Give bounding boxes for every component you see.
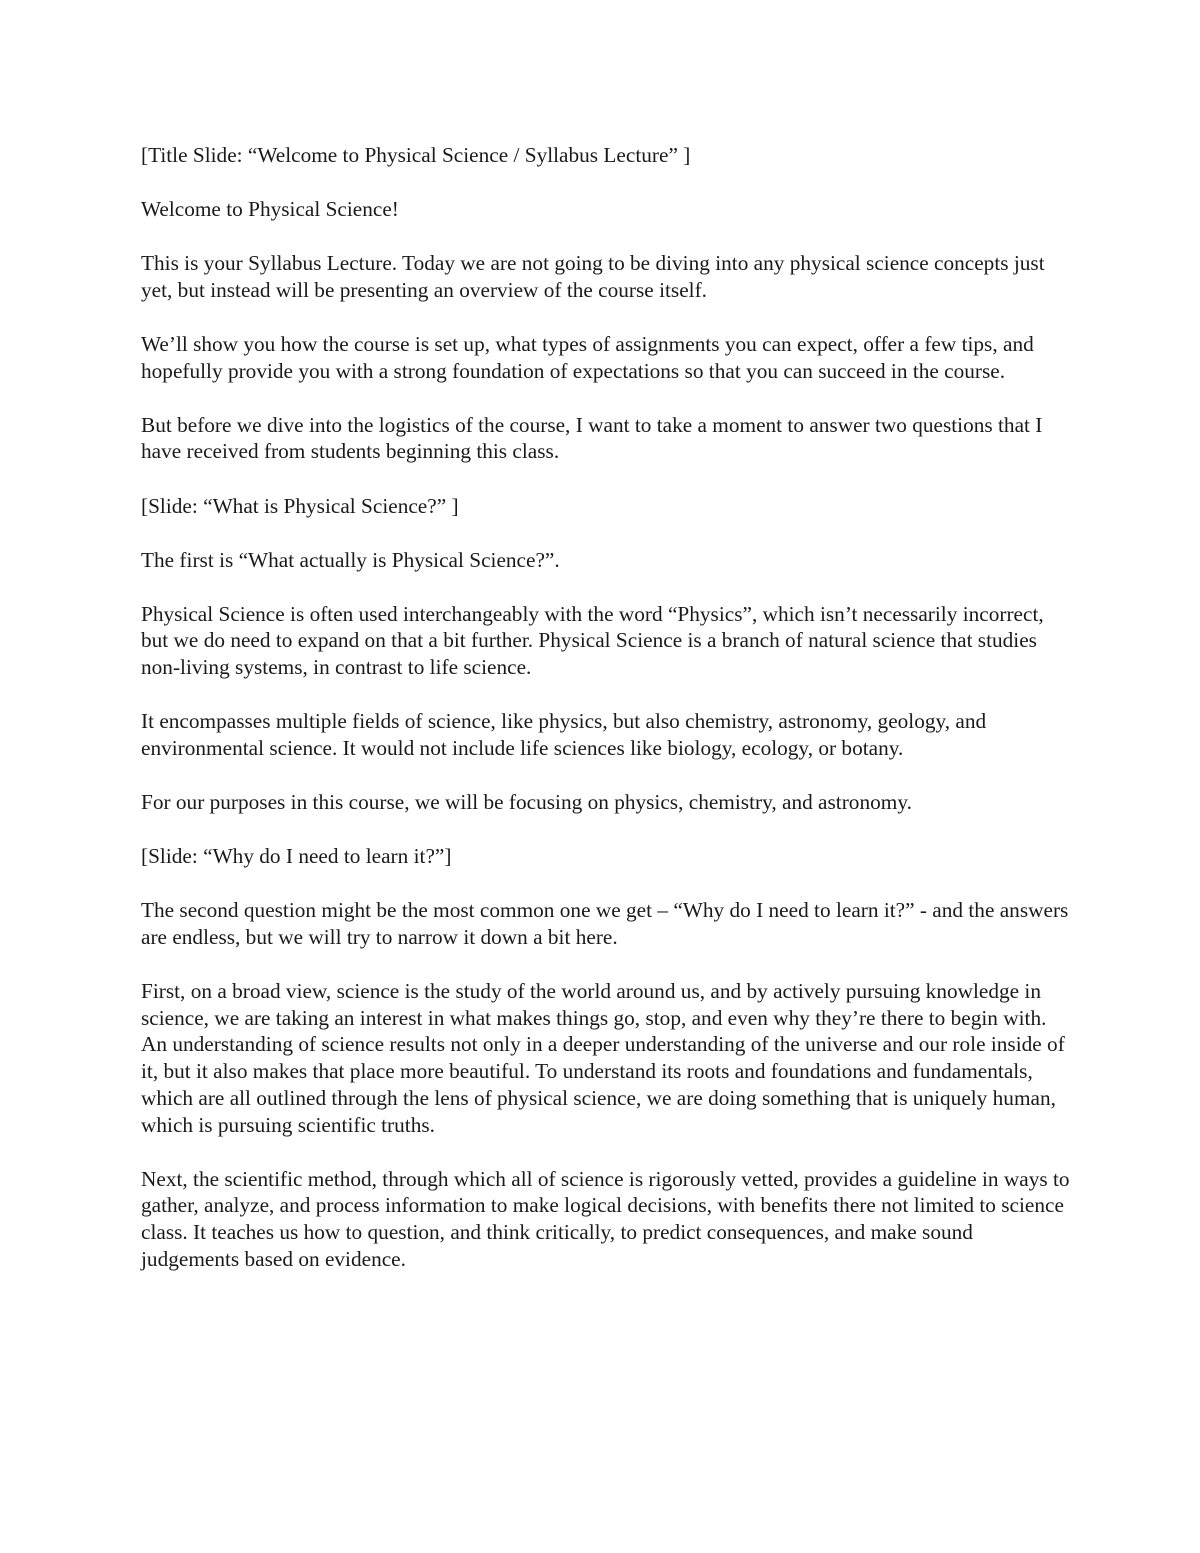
syllabus-intro-paragraph: This is your Syllabus Lecture. Today we are not going to be diving into any physical science concepts just yet, but instead will be presenting an overview of the course itself.: [141, 251, 1045, 302]
slide-note-why-learn: [Slide: “Why do I need to learn it?”]: [141, 844, 452, 869]
second-question-paragraph: The second question might be the most common one we get – “Why do I need to learn it?” - and the answers are endless, but we will try to narrow it down a bit here.: [141, 898, 1069, 949]
broad-view-paragraph: First, on a broad view, science is the study of the world around us, and by actively pursuing knowledge in science, we are taking an interest in what makes things go, stop, and even why they’re there to begin with. An understanding of science results not only in a deeper understanding of the universe and our role inside of it, but it also makes that place more beautiful. To understand its roots and foundations and fundamentals, which are all outlined through the lens of physical science, we are doing something that is uniquely human, which is pursuing scientific truths.: [141, 979, 1065, 1137]
course-focus-paragraph: For our purposes in this course, we will be focusing on physics, chemistry, and astronomy.: [141, 790, 912, 815]
document-body: [141, 142, 1071, 1300]
course-setup-paragraph: We’ll show you how the course is set up, what types of assignments you can expect, offer a few tips, and hopefully provide you with a strong foundation of expectations so that you can succeed in the course.: [141, 331, 1034, 383]
welcome-paragraph: Welcome to Physical Science!: [141, 197, 399, 222]
slide-note-what-is: [Slide: “What is Physical Science?” ]: [141, 493, 459, 518]
two-questions-paragraph: But before we dive into the logistics of the course, I want to take a moment to answer two questions that I have received from students beginning this class.: [141, 412, 1043, 464]
first-question-paragraph: The first is “What actually is Physical Science?”.: [141, 547, 560, 572]
scientific-method-paragraph: Next, the scientific method, through which all of science is rigorously vetted, provides a guideline in ways to gather, analyze, and process information to make logical decisions, with benefits there not limited to science class. It teaches us how to question, and think critically, to predict consequences, and make sound judgements based on evidence.: [141, 1166, 1070, 1271]
title-slide-note: [Title Slide: “Welcome to Physical Science / Syllabus Lecture” ]: [141, 143, 691, 167]
physical-science-definition-paragraph: Physical Science is often used interchangeably with the word “Physics”, which isn’t necessarily incorrect, but we do need to expand on that a bit further. Physical Science is a branch of natural science that studies non-living systems, in contrast to life science.: [141, 601, 1044, 680]
fields-of-science-paragraph: It encompasses multiple fields of science, like physics, but also chemistry, astronomy, geology, and environmental science. It would not include life sciences like biology, ecology, or botany.: [141, 709, 987, 760]
